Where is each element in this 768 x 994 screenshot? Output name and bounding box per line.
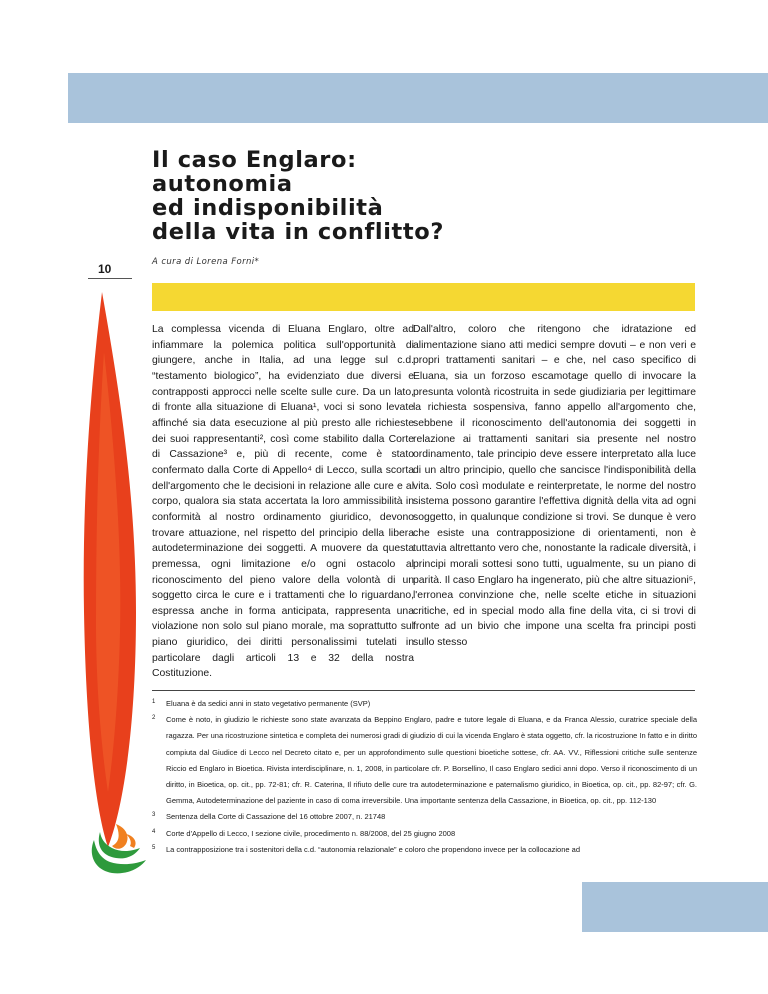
footnotes [152,696,697,858]
footnote [152,696,697,712]
hands-logo-icon [86,820,152,876]
title-line: Il caso Englaro: [152,147,357,173]
title-line: ed indisponibilità [152,195,384,221]
author-credit: A cura di Lorena Forni* [152,257,260,267]
footnote-number: 2 [152,715,156,722]
article-title [152,148,472,244]
footnote [152,712,697,809]
footnote-text: Come è noto, in giudizio le richieste sono state avanzata da Beppino Englaro, padre e tutore legale di Eluana, e da Franca Alessio, curatrice speciale della ragazza. Per una ricostruzione sintetica e completa dei numerosi gradi di giudizio di cui la vicenda Englaro è stata oggetto, cfr. la ricostruzione In fatto e in diritto compiuta dal Giudice di Lecco nel Decreto citato e, per un approfondimento sulle questioni bioetiche sottese, cfr. AA. VV., Riflessioni critiche sulle sentenze Riccio ed Englaro in Bioetica. Rivista interdisciplinare, n. 1, 2008, in particolare cfr. P. Borsellino, Il caso Englaro sedici anni dopo. Verso il riconoscimento di un diritto, in Bioetica, op. cit., pp. 72-81; cfr. R. Caterina, Il rifiuto delle cure tra autodeterminazione e paternalismo giuridico, in Bioetica, op. cit., pp. 82-97; cfr. G. Gemma, Autodeterminazione del paziente in caso di coma irreversibile. Una importante sentenza della Cassazione, in Bioetica, op. cit., pp. 112-130 [166,715,697,806]
footnote [152,842,697,858]
footnote [152,826,697,842]
highlight-bar [152,283,695,311]
page-number: 10 [98,262,112,276]
flame-icon [82,292,138,852]
top-color-band [68,73,768,123]
footnote-text: Eluana è da sedici anni in stato vegetativo permanente (SVP) [166,699,371,708]
body-column-right: Dall'altro, coloro che ritengono che idratazione ed alimentazione siano atti medici sempre dovuti – e non veri e propri trattamenti sanitari – e che, nel caso specifico di Eluana, sia un forzoso escamotage quello di invocare la presunta volontà ricostruita in sede giudiziaria per legittimare la richiesta sospensiva, fanno appello all'argomento che, sebbene il riconoscimento dell'autonomia dei soggetti in relazione ai trattamenti sanitari sia presente nel nostro ordinamento, tale principio deve essere interpretato alla luce di un altro principio, quello che sancisce l'indisponibilità della vita. Solo così modulate e reinterpretate, le norme del nostro sistema possono garantire l'effettiva dignità della vita ad ogni soggetto, in qualunque condizione si trovi. Se dunque è vero che esiste una contrapposizione di orientamenti, non è tuttavia altrettanto vero che, nonostante la radicale diversità, i principi morali sottesi sono tutti, ugualmente, su un piano di parità. Il caso Englaro ha ingenerato, più che altre situazioni⁵, l'erronea convinzione che, nelle scelte etiche in situazioni critiche, ed in special modo alla fine della vita, ci si trovi di fronte ad un bivio che impone una scelta fra principi posti sullo stesso [413,324,696,649]
title-line: della vita in conflitto? [152,219,444,245]
title-line: autonomia [152,171,293,197]
bottom-color-band [582,882,768,932]
footnote-number: 1 [152,699,156,705]
footnote-text: La contrapposizione tra i sostenitori della c.d. “autonomia relazionale” e coloro che propendono invece per la collocazione ad [166,844,581,854]
page-number-rule [88,278,132,279]
footnote-text: Sentenza della Corte di Cassazione del 16 ottobre 2007, n. 21748 [166,812,386,822]
footnote-text: Corte d'Appello di Lecco, I sezione civile, procedimento n. 88/2008, del 25 giugno 2008 [166,828,456,838]
footnote [152,809,697,825]
footnote-number: 4 [152,828,156,835]
footnote-number: 3 [152,812,156,819]
body-column-left: La complessa vicenda di Eluana Englaro, oltre ad infiammare la polemica politica sull'opportunità di giungere, anche in Italia, ad una legge sul c.d. “testamento biologico”, ha evidenziato due diversi e contrapposti approcci nelle scelte sulle cure. Da un lato, di fronte alla situazione di Eluana¹, voci si sono levate affinché sia data esecuzione al più presto alle richieste dei suoi rappresentanti², così come stabilito dalla Corte di Cassazione³ e, più di recente, come è stato confermato dalla Corte di Appello⁴ di Lecco, sulla scorta dell'argomento che le decisioni in relazione alle cure e al corpo, qualora sia stata accertata la loro ammissibilità in conformità al nostro ordinamento giuridico, devono trovare attuazione, nel rispetto del principio della libera autodeterminazione dei soggetti. A muovere da questa premessa, ogni limitazione e/o ogni ostacolo al riconoscimento del pieno valore della volontà di un soggetto circa le cure e i trattamenti che lo riguardano, espressa anche in forma anticipata, rappresenta una violazione non solo sul piano morale, ma soprattutto sul piano giuridico, dei diritti personalissimi tutelati in particolare dagli articoli 13 e 32 della nostra Costituzione. [152,324,414,680]
footnote-divider [152,690,695,691]
footnote-number: 5 [152,844,156,851]
